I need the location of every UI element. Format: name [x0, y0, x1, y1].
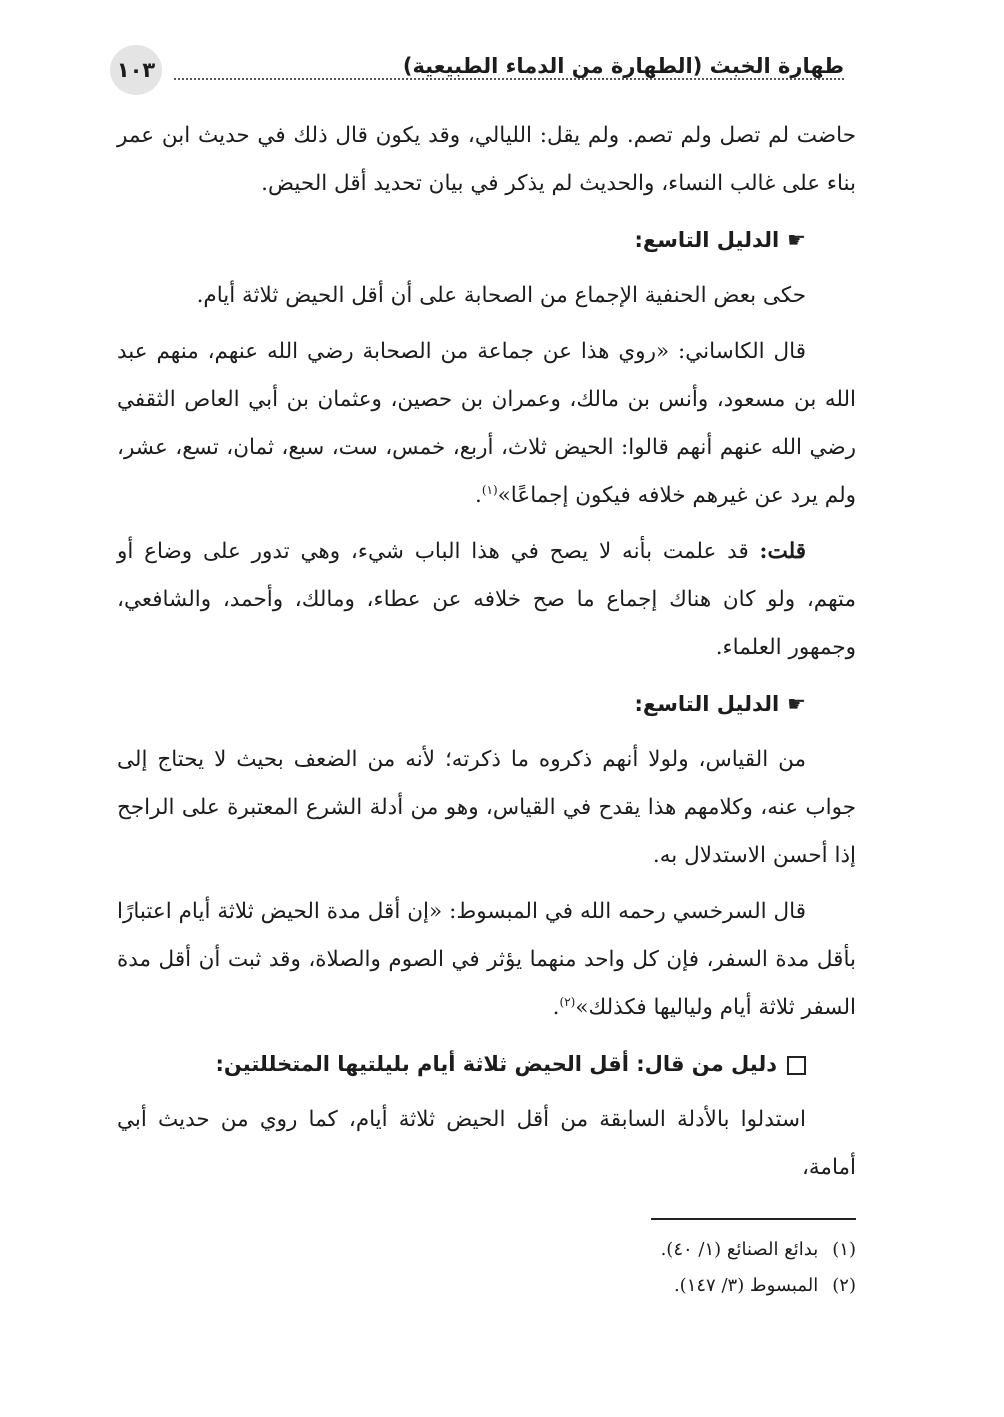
- footnote-divider: [651, 1218, 856, 1220]
- square-bullet-icon: [787, 1056, 806, 1075]
- section-heading: [117, 216, 856, 264]
- page-number: ١٠٣: [110, 45, 162, 95]
- paragraph: [117, 328, 856, 520]
- paragraph: حاضت لم تصل ولم تصم. ولم يقل: الليالي، وقد يكون قال ذلك في حديث ابن عمر بناء على غالب النساء، والحديث لم يذكر في بيان تحديد أقل الحيض.: [117, 123, 856, 196]
- paragraph-end: .: [474, 483, 482, 508]
- paragraph-end: .: [552, 995, 560, 1020]
- hand-pointer-icon: ☛: [787, 692, 806, 716]
- footnote-number: (١): [832, 1239, 856, 1260]
- footnote-number: (٢): [832, 1275, 856, 1296]
- footnote-ref[interactable]: (١): [481, 482, 498, 497]
- quote-text: قال الكاساني: «روي هذا عن جماعة من الصحابة رضي الله عنهم، منهم عبد الله بن مسعود، وأنس بن مالك، وعمران بن حصين، وعثمان بن أبي العاص الثقفي رضي الله عنهم أنهم قالوا: الحيض ثلاث، أربع، خمس، ست، سبع، ثمان، تسع، عشر، ولم يرد عن غيرهم خلافه فيكون إجماعًا»: [117, 339, 856, 508]
- quote-text: قال السرخسي رحمه الله في المبسوط: «إن أقل مدة الحيض ثلاثة أيام اعتبارًا بأقل مدة السفر، فإن كل واحد منهما يؤثر في الصوم والصلاة، وقد ثبت أن أقل مدة السفر ثلاثة أيام ولياليها فكذلك»: [117, 899, 856, 1020]
- footnote-text: المبسوط (٣/ ١٤٧).: [673, 1275, 819, 1296]
- paragraph: [117, 528, 856, 672]
- section-heading: [117, 680, 856, 728]
- heading-text: دليل من قال: أقل الحيض ثلاثة أيام بليلتيها المتخللتين:: [215, 1052, 777, 1076]
- header-dotted-rule: [174, 78, 844, 80]
- heading-text: الدليل التاسع:: [634, 692, 780, 716]
- paragraph-lead: قلت:: [759, 539, 806, 564]
- footnote: [117, 1232, 856, 1268]
- footnote-ref[interactable]: (٢): [559, 994, 576, 1009]
- subsection-heading: [117, 1040, 856, 1088]
- running-header: [110, 45, 844, 95]
- paragraph: من القياس، ولولا أنهم ذكروه ما ذكرته؛ لأنه من الضعف بحيث لا يحتاج إلى جواب عنه، وكلامهم هذا يقدح في القياس، وهو من أدلة الشرع المعتبرة على الراجح إذا أحسن الاستدلال به.: [117, 747, 856, 868]
- footnotes: [117, 1232, 856, 1304]
- header-title: طهارة الخبث (الطهارة من الدماء الطبيعية): [397, 54, 844, 78]
- paragraph: حكى بعض الحنفية الإجماع من الصحابة على أن أقل الحيض ثلاثة أيام.: [196, 283, 806, 308]
- paragraph-text: قد علمت بأنه لا يصح في هذا الباب شيء، وهي تدور على وضاع أو متهم، ولو كان هناك إجماع ما صح خلافه عن عطاء، ومالك، وأحمد، والشافعي، وجمهور العلماء.: [117, 539, 856, 660]
- main-text: [117, 112, 856, 1200]
- paragraph: استدلوا بالأدلة السابقة من أقل الحيض ثلاثة أيام، كما روي من حديث أبي أمامة،: [117, 1107, 856, 1180]
- footnote-text: بدائع الصنائع (١/ ٤٠).: [660, 1239, 819, 1260]
- paragraph: [117, 888, 856, 1032]
- hand-pointer-icon: ☛: [787, 228, 806, 252]
- heading-text: الدليل التاسع:: [634, 228, 780, 252]
- footnote: [117, 1268, 856, 1304]
